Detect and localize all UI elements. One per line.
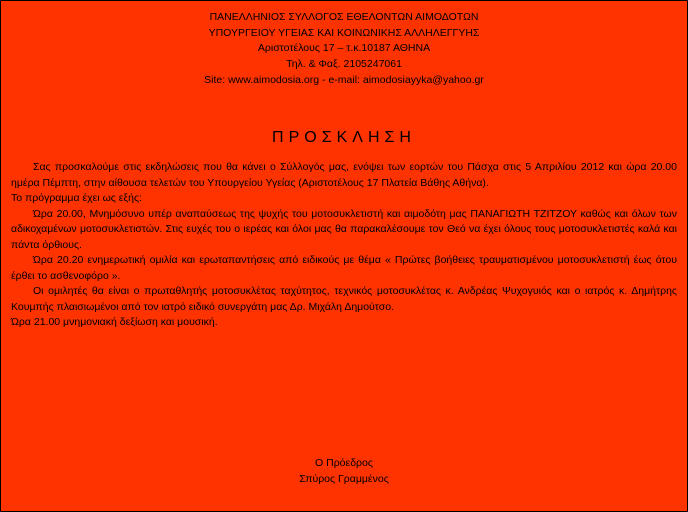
paragraph-talk: Ώρα 20.20 ενημερωτική ομιλία και ερωταπαντήσεις από ειδικούς με θέμα « Πρώτες βοήθειες τραυματισμένου μοτοσυκλετιστή έως ότου έρθει το ασθενοφόρο ». (11, 254, 677, 282)
paragraph-reception: Ώρα 21.00 μνημονιακή δεξίωση και μουσική. (11, 316, 218, 328)
site-email-line: Site: www.aimodosia.org - e-mail: aimodosiayyka@yahoo.gr (204, 73, 484, 86)
signature-block (1, 456, 687, 488)
letterhead (1, 10, 687, 88)
paragraph-memorial: Ώρα 20.00, Μνημόσυνο υπέρ αναπαύσεως της ψυχής του μοτοσυκλετιστή και αιμοδότη μας ΠΑΝΑΓΙΩΤΗ ΤΖΙΤΖΟΥ καθώς και όλων των αδικοχαμένων μοτοσυκλετιστών. Στις ευχές του ο ιερέας και όλοι μας θα παρακαλέσουμε τον Θεό να έχει όλους τους μοτοσυκλετιστές καλά και πάντα όρθιους. (11, 207, 677, 251)
paragraph-speakers: Οι ομιλητές θα είναι ο πρωταθλητής μοτοσυκλέτας ταχύτητος, τεχνικός μοτοσυκλέτας κ. Ανδρέας Ψυχογυιός και ο ιατρός κ. Δημήτρης Κουμπής πλαισιωμένοι από τον ιατρό ειδικό συνεργάτη μας Δρ. Μιχάλη Δημούτσο. (11, 285, 677, 313)
paragraph-program-heading: Το πρόγραμμα έχει ως εξής: (11, 192, 142, 204)
invitation-body (11, 160, 677, 331)
organization-name: ΠΑΝΕΛΛΗΝΙΟΣ ΣΥΛΛΟΓΟΣ ΕΘΕΛΟΝΤΩΝ ΑΙΜΟΔΟΤΩΝ (209, 11, 479, 23)
address-line: Αριστοτέλους 17 – τ.κ.10187 ΑΘΗΝΑ (257, 42, 431, 55)
signature-name: Σπύρος Γραμμένος (299, 473, 389, 485)
document-title: ΠΡΟΣΚΛΗΣΗ (272, 129, 416, 146)
ministry-name: ΥΠΟΥΡΓΕΙΟΥ ΥΓΕΙΑΣ ΚΑΙ ΚΟΙΝΩΝΙΚΗΣ ΑΛΛΗΛΕΓΓΥΗΣ (208, 26, 480, 39)
paragraph-intro: Σας προσκαλούμε στις εκδηλώσεις που θα κάνει ο Σύλλογός μας, ενόψει των εορτών του Πάσχα στις 5 Απριλίου 2012 και ώρα 20.00 ημέρα Πέμπτη, στην αίθουσα τελετών του Υπουργείου Υγείας (Αριστοτέλους 17 Πλατεία Βάθης Αθήνα). (11, 161, 677, 189)
signature-role: Ο Πρόεδρος (315, 457, 373, 469)
phone-fax-line: Τηλ. & Φαξ. 2105247061 (286, 58, 402, 71)
